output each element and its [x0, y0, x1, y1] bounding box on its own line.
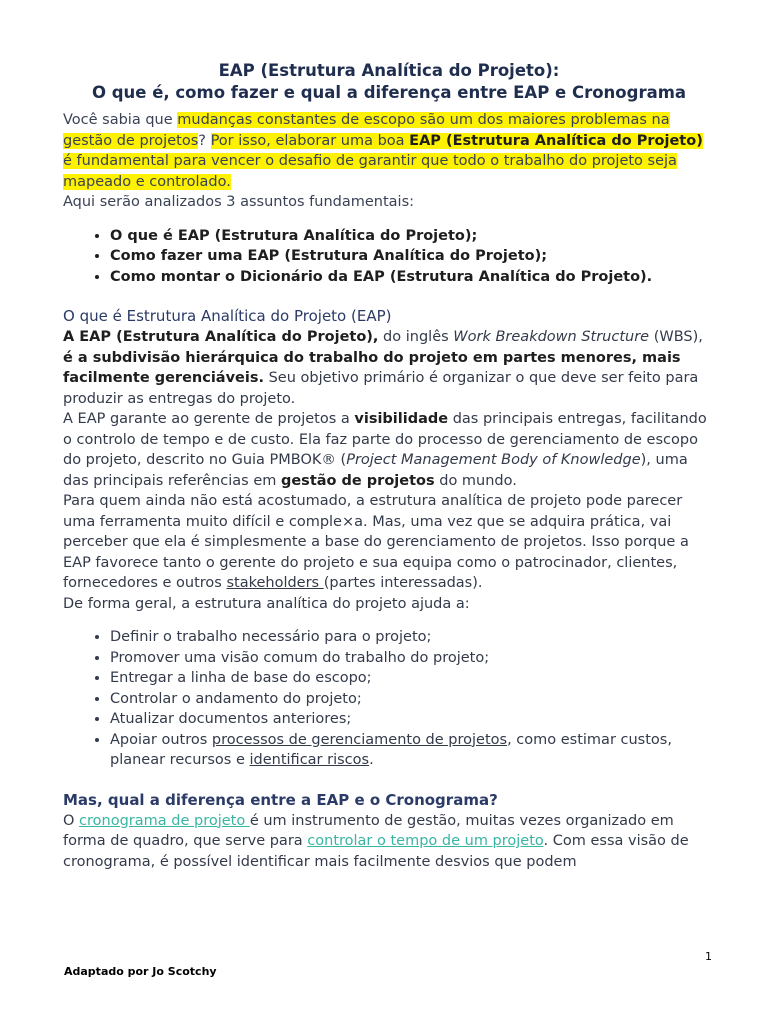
- paragraph-eap-practice: Para quem ainda não está acostumado, a estrutura analítica de projeto pode parecer uma ferramenta muito difícil e comple×a. Mas, uma vez que se adquira prática, vai perceber que ela é simplesmente a base do gerenciamento de projetos. Isso porque a EAP favorece tanto o gerente do projeto e sua equipa como o patrocinador, clientes, fornecedores e outros stakeholders (partes interessadas).: [63, 493, 689, 591]
- intro-subtitle: Aqui serão analizados 3 assuntos fundamentais:: [63, 194, 415, 210]
- paragraph-eap-definition: A EAP (Estrutura Analítica do Projeto), do inglês Work Breakdown Structure (WBS), é a subdivisão hierárquica do trabalho do projeto em partes menores, mais facilmente gerenciáveis. Seu objetivo primário é organizar o que deve ser feito para produzir as entregas do projeto.: [63, 329, 703, 407]
- link-stakeholders[interactable]: stakeholders: [226, 575, 324, 591]
- list-item: • Como fazer uma EAP (Estrutura Analítica do Projeto);: [110, 246, 715, 267]
- list-item: • Como montar o Dicionário da EAP (Estrutura Analítica do Projeto).: [110, 267, 715, 288]
- document-page: [63, 60, 715, 872]
- list-item: • Definir o trabalho necessário para o projeto;: [110, 627, 715, 648]
- topics-list: [63, 226, 715, 288]
- highlight-scope-problems: mudanças constantes de escopo são um dos maiores problemas na gestão de projetos: [63, 112, 670, 149]
- highlight-why-eap: Por isso, elaborar uma boa EAP (Estrutura Analítica do Projeto) é fundamental para vencer o desafio de garantir que todo o trabalho do projeto seja mapeado e controlado.: [63, 132, 703, 190]
- list-item: • Apoiar outros processos de gerenciamento de projetos, como estimar custos, planear recursos e identificar riscos.: [110, 730, 715, 771]
- link-project-schedule[interactable]: cronograma de projeto: [79, 812, 250, 829]
- footer-credit: Adaptado por Jo Scotchy: [64, 965, 217, 978]
- list-item: • Entregar a linha de base do escopo;: [110, 668, 715, 689]
- paragraph-schedule: O cronograma de projeto é um instrumento de gestão, muitas vezes organizado em forma de quadro, que serve para controlar o tempo de um projeto. Com essa visão de cronograma, é possível identificar mais facilmente desvios que podem: [63, 812, 689, 870]
- document-title-line1: EAP (Estrutura Analítica do Projeto):: [218, 61, 560, 80]
- paragraph-eap-helps: De forma geral, a estrutura analítica do projeto ajuda a:: [63, 595, 470, 612]
- list-item: • Promover uma visão comum do trabalho do projeto;: [110, 648, 715, 669]
- link-management-processes[interactable]: processos de gerenciamento de projetos: [211, 731, 508, 748]
- list-item: • Atualizar documentos anteriores;: [110, 709, 715, 730]
- document-title-line2: O que é, como fazer e qual a diferença entre EAP e Cronograma: [91, 83, 687, 102]
- section-heading-what-is-eap: O que é Estrutura Analítica do Projeto (EAP): [63, 307, 392, 325]
- benefits-list: [63, 627, 715, 771]
- list-item: • Controlar o andamento do projeto;: [110, 689, 715, 710]
- intro-paragraph: Você sabia que mudanças constantes de escopo são um dos maiores problemas na gestão de projetos? Por isso, elaborar uma boa EAP (Estrutura Analítica do Projeto) é fundamental para vencer o desafio de garantir que todo o trabalho do projeto seja mapeado e controlado.: [63, 112, 703, 190]
- section-heading-eap-vs-schedule: Mas, qual a diferença entre a EAP e o Cronograma?: [63, 790, 498, 809]
- paragraph-eap-visibility: A EAP garante ao gerente de projetos a visibilidade das principais entregas, facilitando o controlo de tempo e de custo. Ela faz parte do processo de gerenciamento de escopo do projeto, descrito no Guia PMBOK® (Project Management Body of Knowledge), uma das principais referências em gestão de projetos do mundo.: [63, 411, 707, 489]
- link-control-project-time[interactable]: controlar o tempo de um projeto: [307, 833, 544, 849]
- list-item: • O que é EAP (Estrutura Analítica do Projeto);: [110, 226, 715, 247]
- link-identify-risks[interactable]: identificar riscos: [249, 752, 370, 768]
- page-number: 1: [705, 950, 712, 963]
